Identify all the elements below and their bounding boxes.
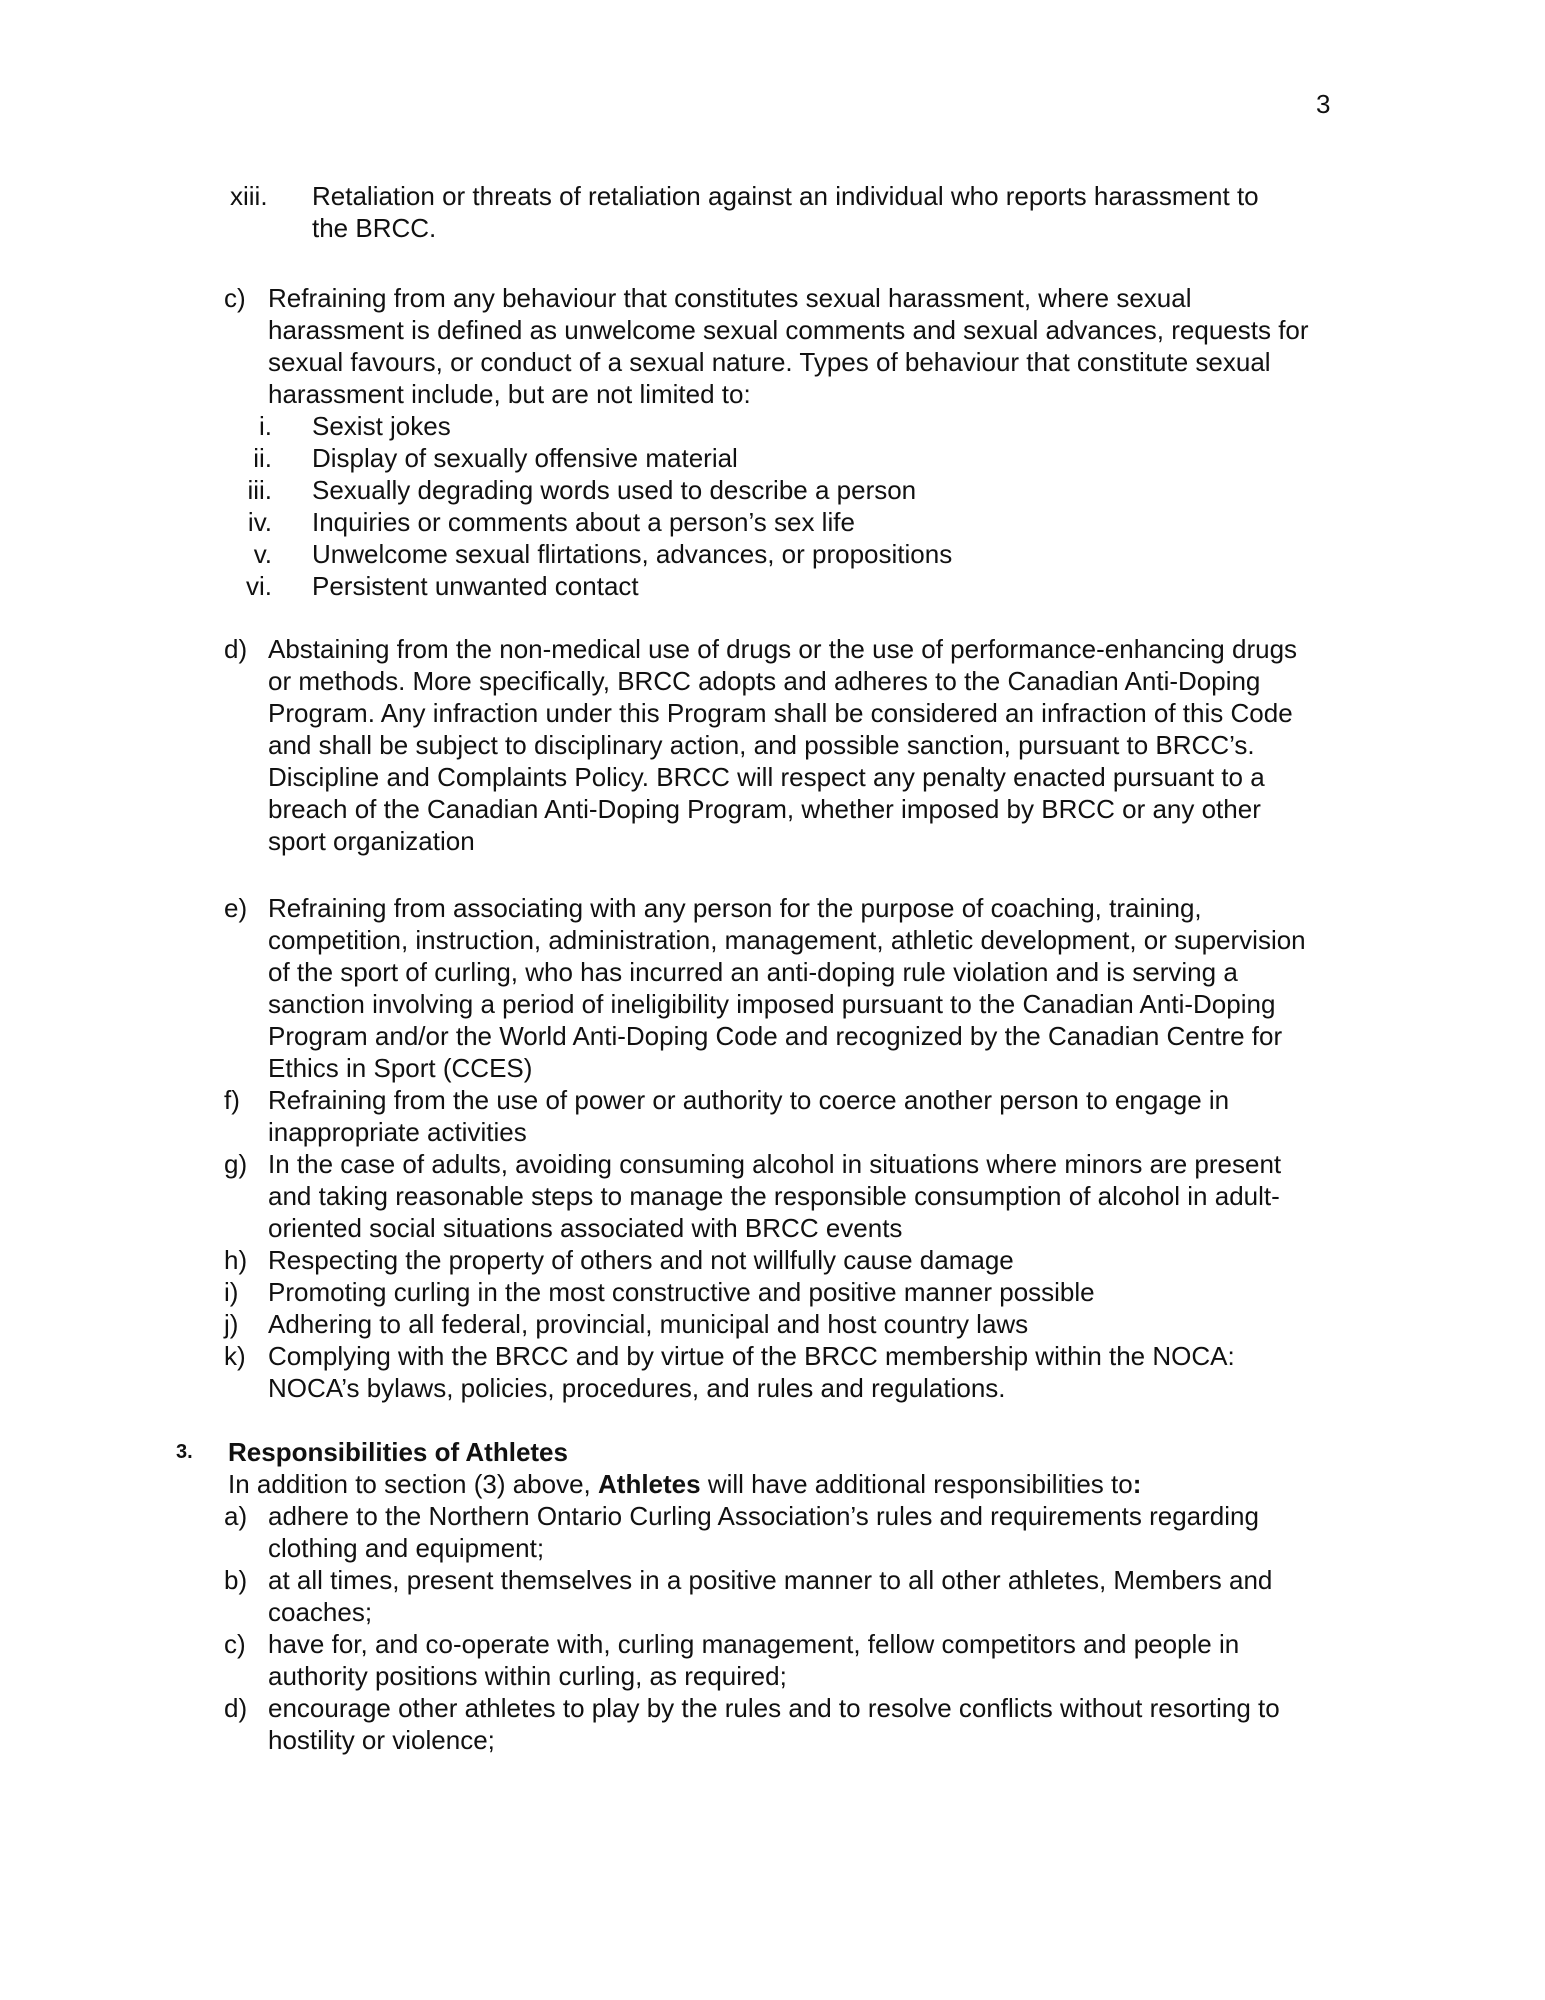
sublist-text: Display of sexually offensive material xyxy=(312,443,738,473)
text-line: NOCA’s bylaws, policies, procedures, and rules and regulations. xyxy=(268,1373,1006,1403)
section3-item-b xyxy=(224,1564,1354,1628)
sublist-text: Unwelcome sexual flirtations, advances, or propositions xyxy=(312,539,953,569)
text-line: harassment include, but are not limited to: xyxy=(268,379,751,409)
sublist-c xyxy=(200,410,1300,602)
text-line: Refraining from any behaviour that constitutes sexual harassment, where sexual xyxy=(268,283,1192,313)
text-line: the BRCC. xyxy=(312,213,437,243)
list-marker: k) xyxy=(224,1341,246,1371)
list-marker: d) xyxy=(224,1693,248,1723)
sublist-item xyxy=(200,410,1300,442)
list-item-e xyxy=(224,892,1354,1084)
list-marker: f) xyxy=(224,1085,240,1115)
sublist-marker: iv. xyxy=(247,507,272,537)
sublist-item xyxy=(200,442,1300,474)
list-marker: a) xyxy=(224,1501,248,1531)
text-line: clothing and equipment; xyxy=(268,1533,545,1563)
text-line: at all times, present themselves in a positive manner to all other athletes, Members and xyxy=(268,1565,1273,1595)
sublist-item xyxy=(200,570,1300,602)
text-line: and shall be subject to disciplinary action, and possible sanction, pursuant to BRCC’s. xyxy=(268,730,1255,760)
list-marker: j) xyxy=(224,1309,239,1339)
list-marker: xiii. xyxy=(230,181,268,211)
sublist-text: Inquiries or comments about a person’s sex life xyxy=(312,507,855,537)
text-line: Respecting the property of others and not willfully cause damage xyxy=(268,1245,1014,1275)
list-item-j xyxy=(224,1308,1354,1340)
text-line: Program. Any infraction under this Program shall be considered an infraction of this Code xyxy=(268,698,1293,728)
sublist-marker: ii. xyxy=(253,443,272,473)
text-line: In the case of adults, avoiding consuming alcohol in situations where minors are present xyxy=(268,1149,1282,1179)
text-line: encourage other athletes to play by the rules and to resolve conflicts without resorting to xyxy=(268,1693,1280,1723)
text-line: Program and/or the World Anti-Doping Code and recognized by the Canadian Centre for xyxy=(268,1021,1283,1051)
text-line: sexual favours, or conduct of a sexual nature. Types of behaviour that constitute sexual xyxy=(268,347,1271,377)
text-line: inappropriate activities xyxy=(268,1117,527,1147)
text-line: coaches; xyxy=(268,1597,373,1627)
sublist-text: Sexist jokes xyxy=(312,411,451,441)
text-line: of the sport of curling, who has incurred an anti-doping rule violation and is serving a xyxy=(268,957,1238,987)
text-line: Refraining from the use of power or authority to coerce another person to engage in xyxy=(268,1085,1230,1115)
list-item-k xyxy=(224,1340,1354,1404)
sublist-item xyxy=(200,506,1300,538)
list-marker: g) xyxy=(224,1149,248,1179)
text-line: Discipline and Complaints Policy. BRCC will respect any penalty enacted pursuant to a xyxy=(268,762,1265,792)
list-item-h xyxy=(224,1244,1354,1276)
list-marker: c) xyxy=(224,1629,246,1659)
text-line: sanction involving a period of ineligibility imposed pursuant to the Canadian Anti-Doping xyxy=(268,989,1276,1019)
section-number: 3. xyxy=(176,1441,193,1463)
intro-bold-athletes: Athletes xyxy=(598,1469,701,1499)
page-number: 3 xyxy=(1316,89,1331,119)
section-title: Responsibilities of Athletes xyxy=(228,1437,568,1467)
list-marker: c) xyxy=(224,283,246,313)
intro-colon: : xyxy=(1132,1469,1142,1499)
text-line: sport organization xyxy=(268,826,475,856)
list-marker: i) xyxy=(224,1277,239,1307)
sublist-text: Persistent unwanted contact xyxy=(312,571,639,601)
list-item-f xyxy=(224,1084,1354,1148)
list-marker: b) xyxy=(224,1565,248,1595)
sublist-marker: vi. xyxy=(246,571,272,601)
section3-item-d xyxy=(224,1692,1354,1756)
list-item-xiii xyxy=(230,180,1350,244)
section-intro xyxy=(228,1468,1358,1500)
list-item-g xyxy=(224,1148,1354,1244)
section3-item-c xyxy=(224,1628,1354,1692)
list-marker: e) xyxy=(224,893,248,923)
text-line: have for, and co-operate with, curling management, fellow competitors and people in xyxy=(268,1629,1240,1659)
sublist-text: Sexually degrading words used to describe a person xyxy=(312,475,917,505)
section3-item-a xyxy=(224,1500,1354,1564)
intro-text: In addition to section (3) above, xyxy=(228,1469,599,1499)
text-line: and taking reasonable steps to manage the responsible consumption of alcohol in adult- xyxy=(268,1181,1280,1211)
sublist-marker: v. xyxy=(253,539,272,569)
text-line: breach of the Canadian Anti-Doping Program, whether imposed by BRCC or any other xyxy=(268,794,1261,824)
text-line: Promoting curling in the most constructive and positive manner possible xyxy=(268,1277,1095,1307)
list-item-d xyxy=(224,633,1354,857)
text-line: Refraining from associating with any person for the purpose of coaching, training, xyxy=(268,893,1202,923)
text-line: Ethics in Sport (CCES) xyxy=(268,1053,533,1083)
text-line: authority positions within curling, as required; xyxy=(268,1661,787,1691)
list-item-i xyxy=(224,1276,1354,1308)
list-marker: d) xyxy=(224,634,248,664)
section-heading xyxy=(176,1436,1356,1468)
text-line: Retaliation or threats of retaliation against an individual who reports harassment to xyxy=(312,181,1259,211)
sublist-item xyxy=(200,474,1300,506)
text-line: Complying with the BRCC and by virtue of the BRCC membership within the NOCA: xyxy=(268,1341,1235,1371)
list-item-c xyxy=(224,282,1354,410)
intro-text: will have additional responsibilities to xyxy=(700,1469,1133,1499)
sublist-item xyxy=(200,538,1300,570)
text-line: Adhering to all federal, provincial, municipal and host country laws xyxy=(268,1309,1029,1339)
text-line: or methods. More specifically, BRCC adopts and adheres to the Canadian Anti-Doping xyxy=(268,666,1261,696)
sublist-marker: iii. xyxy=(247,475,272,505)
text-line: competition, instruction, administration, management, athletic development, or supervision xyxy=(268,925,1306,955)
text-line: adhere to the Northern Ontario Curling Association’s rules and requirements regarding xyxy=(268,1501,1259,1531)
list-marker: h) xyxy=(224,1245,248,1275)
text-line: oriented social situations associated with BRCC events xyxy=(268,1213,903,1243)
text-line: hostility or violence; xyxy=(268,1725,495,1755)
sublist-marker: i. xyxy=(259,411,272,441)
text-line: harassment is defined as unwelcome sexual comments and sexual advances, requests for xyxy=(268,315,1309,345)
text-line: Abstaining from the non-medical use of drugs or the use of performance-enhancing drugs xyxy=(268,634,1298,664)
